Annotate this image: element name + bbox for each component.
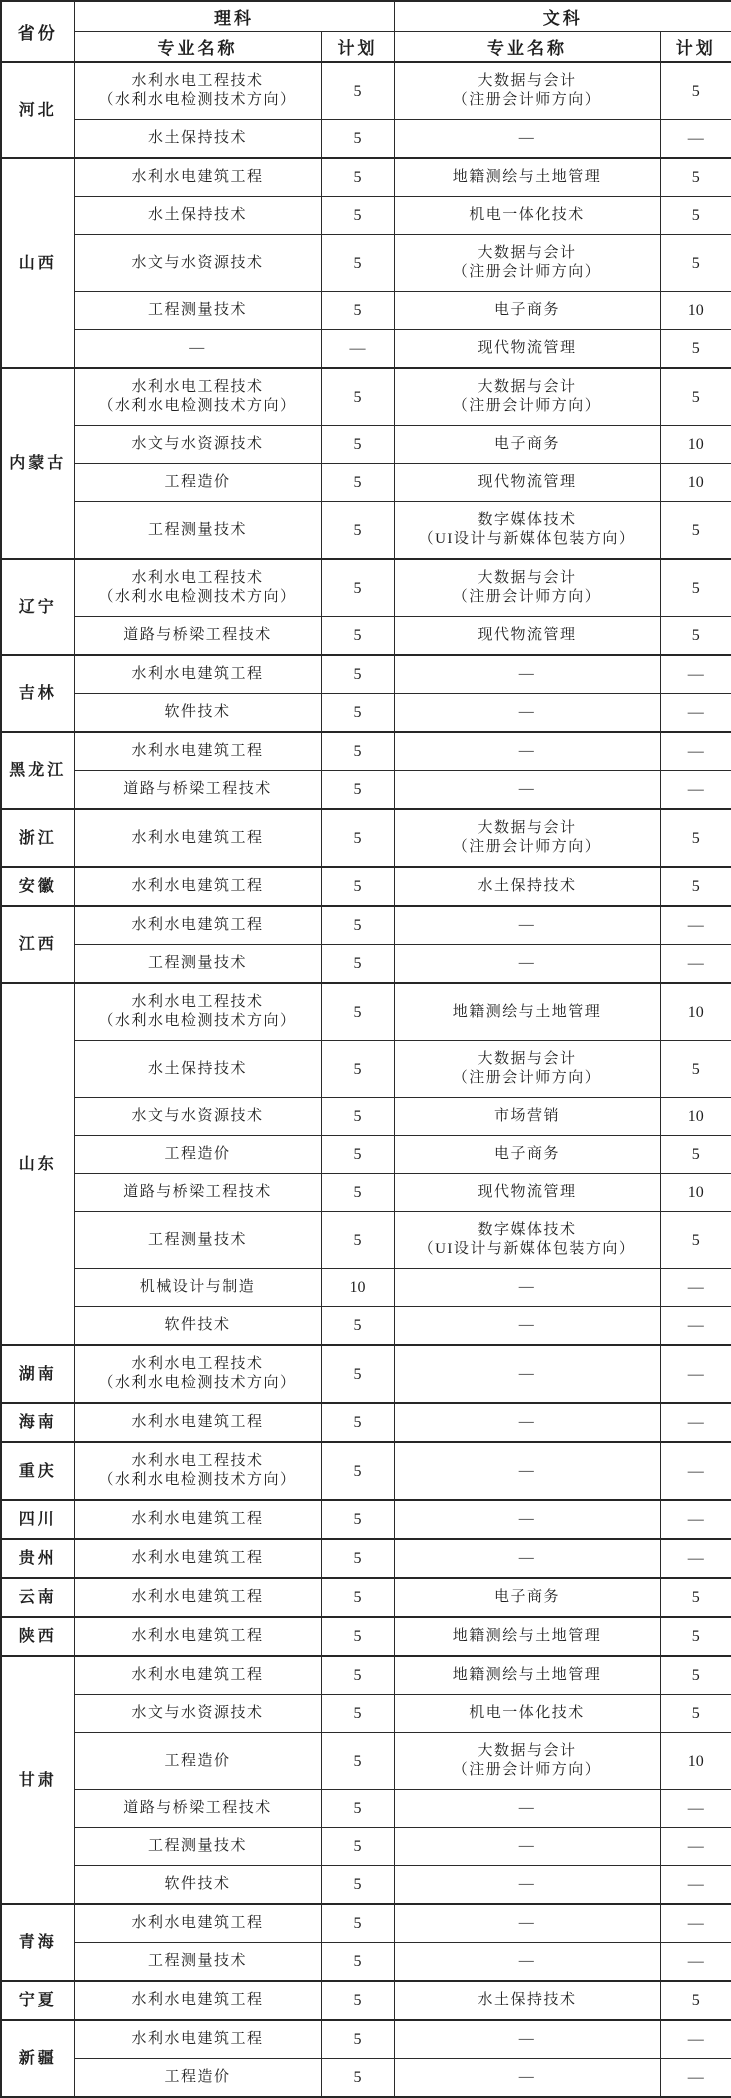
province-cell: 湖南	[1, 1345, 74, 1403]
plan-row	[1, 464, 731, 502]
science-major-cell	[74, 1442, 321, 1500]
plan-row	[1, 694, 731, 733]
header-row-groups	[1, 1, 731, 32]
province-cell: 宁夏	[1, 1981, 74, 2020]
major-text-line: 水利水电工程技术	[131, 73, 264, 89]
arts-major-cell: 机电一体化技术	[394, 1695, 660, 1733]
plan-row	[1, 368, 731, 426]
arts-major-cell: —	[394, 1442, 660, 1500]
major-text-line: 大数据与会计	[477, 820, 577, 836]
arts-plan-cell: 5	[660, 502, 731, 560]
science-major-cell	[74, 559, 321, 617]
arts-major-cell: —	[394, 771, 660, 810]
arts-plan-cell: 5	[660, 1041, 731, 1098]
arts-plan-cell: —	[660, 771, 731, 810]
arts-plan-cell: 10	[660, 426, 731, 464]
science-major-cell: 水文与水资源技术	[74, 235, 321, 292]
science-plan-cell: 5	[321, 1578, 394, 1617]
science-plan-cell: 5	[321, 1212, 394, 1269]
province-cell: 辽宁	[1, 559, 74, 655]
arts-major-cell: —	[394, 906, 660, 945]
science-plan-cell: 5	[321, 771, 394, 810]
science-major-cell: 道路与桥梁工程技术	[74, 1174, 321, 1212]
major-text-line: 水利水电工程技术	[131, 379, 264, 395]
science-major-cell: 机械设计与制造	[74, 1269, 321, 1307]
province-cell: 吉林	[1, 655, 74, 732]
major-text-line: 大数据与会计	[477, 1743, 577, 1759]
science-plan-cell: 5	[321, 559, 394, 617]
arts-major-cell: 地籍测绘与土地管理	[394, 158, 660, 197]
arts-major-cell: 机电一体化技术	[394, 197, 660, 235]
col-header-arts-major: 专业名称	[394, 32, 660, 63]
arts-major-cell: 电子商务	[394, 1578, 660, 1617]
col-header-arts-plan: 计划	[660, 32, 731, 63]
science-major-cell: 水文与水资源技术	[74, 1098, 321, 1136]
science-major-cell: 道路与桥梁工程技术	[74, 617, 321, 656]
major-text-line: （注册会计师方向）	[452, 839, 602, 855]
science-major-cell: 水利水电建筑工程	[74, 867, 321, 906]
science-plan-cell: 5	[321, 1866, 394, 1905]
arts-major-cell: —	[394, 1790, 660, 1828]
science-major-cell: 工程测量技术	[74, 292, 321, 330]
table-body	[1, 62, 731, 2097]
plan-row	[1, 983, 731, 1041]
science-plan-cell: 5	[321, 1656, 394, 1695]
science-plan-cell: 5	[321, 1617, 394, 1656]
plan-row	[1, 1981, 731, 2020]
major-text-line: 大数据与会计	[477, 1051, 577, 1067]
science-major-cell: 水文与水资源技术	[74, 426, 321, 464]
science-plan-cell: 5	[321, 62, 394, 120]
science-plan-cell: 5	[321, 1041, 394, 1098]
major-text-line: 水利水电工程技术	[131, 1453, 264, 1469]
science-major-cell: 水利水电建筑工程	[74, 1403, 321, 1442]
plan-row	[1, 1578, 731, 1617]
science-major-cell: 水文与水资源技术	[74, 1695, 321, 1733]
arts-plan-cell: —	[660, 694, 731, 733]
arts-plan-cell: —	[660, 1307, 731, 1346]
arts-plan-cell: 10	[660, 464, 731, 502]
arts-major-cell: 现代物流管理	[394, 1174, 660, 1212]
arts-major-cell: —	[394, 655, 660, 694]
plan-row	[1, 1539, 731, 1578]
science-major-cell: 水土保持技术	[74, 1041, 321, 1098]
science-major-cell: —	[74, 330, 321, 369]
province-cell: 陕西	[1, 1617, 74, 1656]
science-plan-cell: 5	[321, 368, 394, 426]
major-text-line: （水利水电检测技术方向）	[98, 1472, 297, 1488]
arts-plan-cell: —	[660, 120, 731, 159]
science-plan-cell: 5	[321, 1403, 394, 1442]
arts-plan-cell: 5	[660, 1617, 731, 1656]
province-cell: 甘肃	[1, 1656, 74, 1904]
plan-row	[1, 945, 731, 984]
major-text-line: （UI设计与新媒体包装方向）	[418, 531, 636, 547]
plan-row	[1, 1656, 731, 1695]
arts-major-cell: 电子商务	[394, 426, 660, 464]
province-cell: 重庆	[1, 1442, 74, 1500]
plan-row	[1, 2059, 731, 2098]
major-text-line: 大数据与会计	[477, 379, 577, 395]
arts-plan-cell: 5	[660, 1695, 731, 1733]
plan-row	[1, 502, 731, 560]
major-text-line: （注册会计师方向）	[452, 589, 602, 605]
plan-row	[1, 1345, 731, 1403]
arts-plan-cell: 5	[660, 62, 731, 120]
arts-plan-cell: —	[660, 1904, 731, 1943]
major-text-line: 水利水电工程技术	[131, 570, 264, 586]
arts-plan-cell: —	[660, 2020, 731, 2059]
science-major-cell: 水利水电建筑工程	[74, 906, 321, 945]
arts-major-cell	[394, 62, 660, 120]
major-text-line: （注册会计师方向）	[452, 264, 602, 280]
col-header-science-group: 理科	[74, 1, 394, 32]
science-major-cell: 水利水电建筑工程	[74, 1981, 321, 2020]
science-major-cell: 水土保持技术	[74, 120, 321, 159]
major-text-line: （注册会计师方向）	[452, 1762, 602, 1778]
major-text-line: 大数据与会计	[477, 245, 577, 261]
plan-row	[1, 292, 731, 330]
science-major-cell: 水利水电建筑工程	[74, 2020, 321, 2059]
arts-plan-cell: 10	[660, 1098, 731, 1136]
arts-major-cell: —	[394, 120, 660, 159]
arts-major-cell: 地籍测绘与土地管理	[394, 983, 660, 1041]
col-header-science-plan: 计划	[321, 32, 394, 63]
arts-major-cell: 现代物流管理	[394, 464, 660, 502]
plan-row	[1, 120, 731, 159]
table-header	[1, 1, 731, 62]
province-cell: 河北	[1, 62, 74, 158]
major-text-line: 水利水电工程技术	[131, 994, 264, 1010]
science-plan-cell: 5	[321, 2020, 394, 2059]
arts-major-cell: —	[394, 1828, 660, 1866]
science-plan-cell: 5	[321, 1943, 394, 1982]
arts-plan-cell: 5	[660, 1981, 731, 2020]
science-major-cell: 水利水电建筑工程	[74, 1617, 321, 1656]
science-major-cell: 工程造价	[74, 1733, 321, 1790]
science-major-cell: 水利水电建筑工程	[74, 1656, 321, 1695]
arts-plan-cell: —	[660, 1403, 731, 1442]
science-plan-cell: 5	[321, 617, 394, 656]
science-major-cell: 工程测量技术	[74, 502, 321, 560]
science-plan-cell: 5	[321, 1442, 394, 1500]
province-cell: 安徽	[1, 867, 74, 906]
province-cell: 贵州	[1, 1539, 74, 1578]
science-plan-cell: 5	[321, 983, 394, 1041]
science-plan-cell: 5	[321, 292, 394, 330]
science-plan-cell: —	[321, 330, 394, 369]
arts-major-cell: —	[394, 1307, 660, 1346]
science-major-cell	[74, 983, 321, 1041]
science-plan-cell: 5	[321, 1904, 394, 1943]
science-major-cell	[74, 1345, 321, 1403]
major-text-line: （水利水电检测技术方向）	[98, 398, 297, 414]
major-text-line: （水利水电检测技术方向）	[98, 589, 297, 605]
science-major-cell: 水利水电建筑工程	[74, 1904, 321, 1943]
science-major-cell: 工程造价	[74, 2059, 321, 2098]
arts-major-cell	[394, 1041, 660, 1098]
plan-row	[1, 1790, 731, 1828]
col-header-science-major: 专业名称	[74, 32, 321, 63]
arts-major-cell: 电子商务	[394, 1136, 660, 1174]
plan-row	[1, 559, 731, 617]
plan-row	[1, 1174, 731, 1212]
plan-row	[1, 62, 731, 120]
arts-major-cell: 市场营销	[394, 1098, 660, 1136]
plan-row	[1, 2020, 731, 2059]
arts-plan-cell: 5	[660, 1656, 731, 1695]
arts-plan-cell: 5	[660, 235, 731, 292]
arts-major-cell: —	[394, 1866, 660, 1905]
science-major-cell	[74, 62, 321, 120]
science-plan-cell: 5	[321, 464, 394, 502]
plan-row	[1, 809, 731, 867]
plan-row	[1, 1041, 731, 1098]
arts-major-cell: —	[394, 1539, 660, 1578]
science-major-cell: 水利水电建筑工程	[74, 1578, 321, 1617]
science-plan-cell: 10	[321, 1269, 394, 1307]
science-plan-cell: 5	[321, 1828, 394, 1866]
science-major-cell: 道路与桥梁工程技术	[74, 1790, 321, 1828]
arts-plan-cell: —	[660, 1442, 731, 1500]
arts-major-cell	[394, 235, 660, 292]
arts-major-cell: —	[394, 1403, 660, 1442]
plan-row	[1, 1695, 731, 1733]
major-text-line: （注册会计师方向）	[452, 1070, 602, 1086]
arts-major-cell	[394, 502, 660, 560]
arts-plan-cell: —	[660, 906, 731, 945]
major-text-line: 大数据与会计	[477, 570, 577, 586]
science-major-cell: 水利水电建筑工程	[74, 732, 321, 771]
arts-major-cell: —	[394, 1943, 660, 1982]
science-plan-cell: 5	[321, 694, 394, 733]
arts-major-cell	[394, 559, 660, 617]
arts-major-cell: 地籍测绘与土地管理	[394, 1656, 660, 1695]
major-text-line: （注册会计师方向）	[452, 398, 602, 414]
province-cell: 青海	[1, 1904, 74, 1981]
arts-plan-cell: —	[660, 655, 731, 694]
science-plan-cell: 5	[321, 1345, 394, 1403]
major-text-line: 数字媒体技术	[477, 512, 577, 528]
arts-major-cell: —	[394, 1269, 660, 1307]
arts-plan-cell: —	[660, 1943, 731, 1982]
arts-major-cell	[394, 368, 660, 426]
plan-row	[1, 1904, 731, 1943]
arts-plan-cell: —	[660, 1345, 731, 1403]
arts-major-cell: —	[394, 1904, 660, 1943]
province-cell: 黑龙江	[1, 732, 74, 809]
plan-row	[1, 1617, 731, 1656]
plan-row	[1, 1943, 731, 1982]
science-major-cell: 软件技术	[74, 694, 321, 733]
science-major-cell: 水利水电建筑工程	[74, 1539, 321, 1578]
major-text-line: 大数据与会计	[477, 73, 577, 89]
science-plan-cell: 5	[321, 1981, 394, 2020]
science-major-cell: 水利水电建筑工程	[74, 655, 321, 694]
science-plan-cell: 5	[321, 867, 394, 906]
science-plan-cell: 5	[321, 906, 394, 945]
major-text-line: （水利水电检测技术方向）	[98, 1375, 297, 1391]
science-major-cell: 水土保持技术	[74, 197, 321, 235]
science-major-cell	[74, 368, 321, 426]
arts-major-cell: 水土保持技术	[394, 867, 660, 906]
arts-plan-cell: —	[660, 1539, 731, 1578]
science-major-cell: 软件技术	[74, 1866, 321, 1905]
province-cell: 四川	[1, 1500, 74, 1539]
col-header-province: 省份	[1, 1, 74, 62]
plan-row	[1, 1212, 731, 1269]
arts-plan-cell: 5	[660, 1212, 731, 1269]
header-row-subcolumns	[1, 32, 731, 63]
science-plan-cell: 5	[321, 1733, 394, 1790]
province-cell: 山西	[1, 158, 74, 368]
plan-row	[1, 1269, 731, 1307]
plan-row	[1, 1136, 731, 1174]
plan-row	[1, 1733, 731, 1790]
science-plan-cell: 5	[321, 158, 394, 197]
arts-plan-cell: 10	[660, 292, 731, 330]
plan-row	[1, 197, 731, 235]
arts-major-cell: —	[394, 694, 660, 733]
science-major-cell: 工程测量技术	[74, 945, 321, 984]
arts-major-cell: —	[394, 732, 660, 771]
province-cell: 浙江	[1, 809, 74, 867]
plan-row	[1, 771, 731, 810]
science-plan-cell: 5	[321, 1098, 394, 1136]
plan-row	[1, 426, 731, 464]
plan-row	[1, 1500, 731, 1539]
province-cell: 海南	[1, 1403, 74, 1442]
arts-major-cell: 现代物流管理	[394, 330, 660, 369]
plan-row	[1, 906, 731, 945]
science-plan-cell: 5	[321, 235, 394, 292]
arts-plan-cell: —	[660, 1269, 731, 1307]
science-plan-cell: 5	[321, 1500, 394, 1539]
arts-plan-cell: 5	[660, 1578, 731, 1617]
province-cell: 新疆	[1, 2020, 74, 2097]
science-major-cell: 工程测量技术	[74, 1943, 321, 1982]
science-plan-cell: 5	[321, 1136, 394, 1174]
arts-plan-cell: 5	[660, 197, 731, 235]
science-major-cell: 工程造价	[74, 464, 321, 502]
plan-row	[1, 732, 731, 771]
arts-major-cell: —	[394, 2059, 660, 2098]
science-plan-cell: 5	[321, 809, 394, 867]
science-plan-cell: 5	[321, 655, 394, 694]
science-major-cell: 工程测量技术	[74, 1212, 321, 1269]
arts-major-cell	[394, 1733, 660, 1790]
arts-plan-cell: 5	[660, 368, 731, 426]
arts-plan-cell: —	[660, 1828, 731, 1866]
arts-plan-cell: —	[660, 1866, 731, 1905]
arts-major-cell	[394, 1212, 660, 1269]
arts-plan-cell: 5	[660, 158, 731, 197]
science-plan-cell: 5	[321, 502, 394, 560]
arts-plan-cell: 5	[660, 809, 731, 867]
arts-major-cell: 地籍测绘与土地管理	[394, 1617, 660, 1656]
arts-plan-cell: —	[660, 732, 731, 771]
arts-plan-cell: 5	[660, 1136, 731, 1174]
arts-plan-cell: 10	[660, 983, 731, 1041]
science-plan-cell: 5	[321, 2059, 394, 2098]
province-cell: 内蒙古	[1, 368, 74, 559]
plan-row	[1, 235, 731, 292]
arts-major-cell: —	[394, 945, 660, 984]
science-plan-cell: 5	[321, 945, 394, 984]
arts-plan-cell: —	[660, 945, 731, 984]
science-major-cell: 水利水电建筑工程	[74, 1500, 321, 1539]
major-text-line: 数字媒体技术	[477, 1222, 577, 1238]
arts-major-cell	[394, 809, 660, 867]
arts-plan-cell: —	[660, 1500, 731, 1539]
arts-plan-cell: 10	[660, 1174, 731, 1212]
science-plan-cell: 5	[321, 732, 394, 771]
science-major-cell: 软件技术	[74, 1307, 321, 1346]
plan-row	[1, 1442, 731, 1500]
province-cell: 云南	[1, 1578, 74, 1617]
arts-plan-cell: 5	[660, 559, 731, 617]
arts-plan-cell: 5	[660, 617, 731, 656]
arts-plan-cell: —	[660, 1790, 731, 1828]
arts-plan-cell: 10	[660, 1733, 731, 1790]
science-plan-cell: 5	[321, 1695, 394, 1733]
plan-row	[1, 1828, 731, 1866]
science-major-cell: 水利水电建筑工程	[74, 809, 321, 867]
arts-plan-cell: 5	[660, 867, 731, 906]
science-major-cell: 工程测量技术	[74, 1828, 321, 1866]
science-major-cell: 工程造价	[74, 1136, 321, 1174]
arts-plan-cell: —	[660, 2059, 731, 2098]
plan-row	[1, 1403, 731, 1442]
science-plan-cell: 5	[321, 1307, 394, 1346]
arts-major-cell: —	[394, 1500, 660, 1539]
arts-major-cell: 电子商务	[394, 292, 660, 330]
province-cell: 江西	[1, 906, 74, 983]
science-plan-cell: 5	[321, 1790, 394, 1828]
major-text-line: （水利水电检测技术方向）	[98, 92, 297, 108]
arts-major-cell: 现代物流管理	[394, 617, 660, 656]
science-plan-cell: 5	[321, 1174, 394, 1212]
major-text-line: （水利水电检测技术方向）	[98, 1013, 297, 1029]
science-plan-cell: 5	[321, 1539, 394, 1578]
plan-row	[1, 158, 731, 197]
plan-row	[1, 1307, 731, 1346]
major-text-line: 水利水电工程技术	[131, 1356, 264, 1372]
plan-row	[1, 617, 731, 656]
plan-row	[1, 330, 731, 369]
arts-major-cell: 水土保持技术	[394, 1981, 660, 2020]
science-major-cell: 道路与桥梁工程技术	[74, 771, 321, 810]
plan-row	[1, 1098, 731, 1136]
science-major-cell: 水利水电建筑工程	[74, 158, 321, 197]
science-plan-cell: 5	[321, 426, 394, 464]
major-text-line: （注册会计师方向）	[452, 92, 602, 108]
province-cell: 山东	[1, 983, 74, 1345]
plan-row	[1, 1866, 731, 1905]
col-header-arts-group: 文科	[394, 1, 731, 32]
arts-major-cell: —	[394, 2020, 660, 2059]
major-text-line: （UI设计与新媒体包装方向）	[418, 1241, 636, 1257]
plan-row	[1, 655, 731, 694]
plan-row	[1, 867, 731, 906]
arts-plan-cell: 5	[660, 330, 731, 369]
arts-major-cell: —	[394, 1345, 660, 1403]
science-plan-cell: 5	[321, 197, 394, 235]
science-plan-cell: 5	[321, 120, 394, 159]
